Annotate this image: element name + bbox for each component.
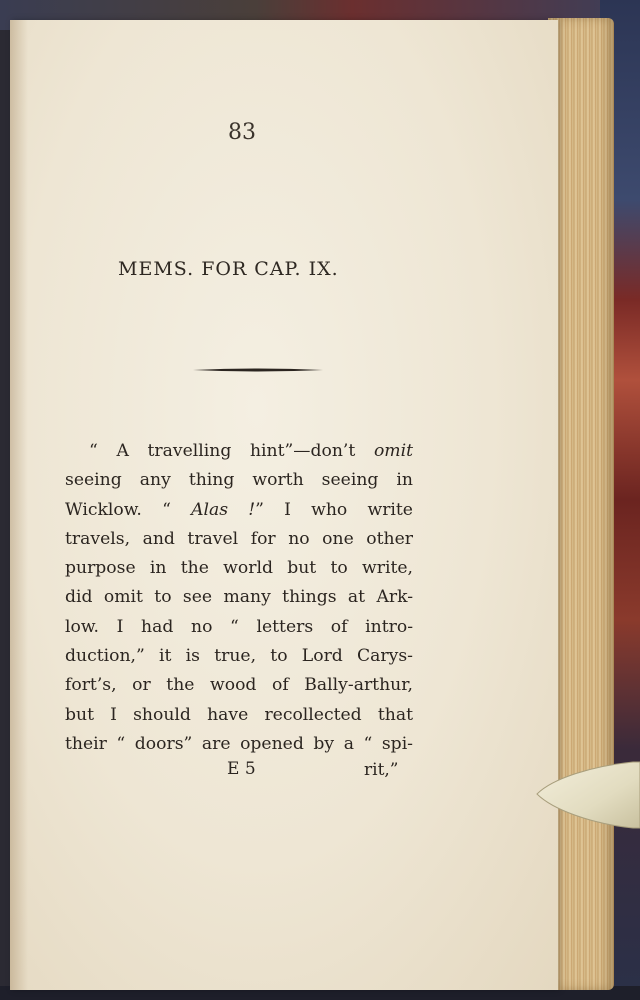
page-number: 83 <box>228 120 256 145</box>
text-run: “ A travelling hint”—don’t <box>89 441 374 461</box>
gutter-shadow <box>10 20 28 990</box>
italic-text: Alas ! <box>191 499 256 520</box>
text-run: but I should have recollected that <box>65 704 413 725</box>
text-line <box>65 671 413 700</box>
body-text <box>65 437 413 759</box>
text-run: low. I had no “ letters of intro- <box>65 616 413 637</box>
text-run: seeing any thing worth seeing in <box>65 470 413 491</box>
text-line <box>65 496 413 525</box>
text-line <box>65 554 413 583</box>
text-run: ” I who write <box>255 499 413 520</box>
text-line <box>65 730 413 759</box>
chapter-heading: MEMS. FOR CAP. IX. <box>118 258 339 280</box>
text-run: purpose in the world but to write, <box>65 558 413 579</box>
text-run: did omit to see many things at Ark- <box>65 587 413 608</box>
text-line <box>65 437 413 466</box>
text-line <box>65 613 413 642</box>
catchword: rit,” <box>364 760 399 780</box>
text-line <box>65 466 413 495</box>
text-run: Wicklow. “ <box>65 499 192 520</box>
ivory-page-marker[interactable] <box>533 758 640 830</box>
signature-mark: E 5 <box>227 759 256 779</box>
text-line <box>65 701 413 730</box>
text-line <box>65 642 413 671</box>
text-run: their “ doors” are opened by a “ spi- <box>65 733 413 754</box>
text-run: fort’s, or the wood of Bally-arthur, <box>65 675 413 696</box>
ornament-rule <box>193 367 323 373</box>
text-line <box>65 583 413 612</box>
text-run: duction,” it is true, to Lord Carys- <box>65 646 413 667</box>
text-run: travels, and travel for no one other <box>65 528 413 549</box>
text-line <box>65 525 413 554</box>
italic-text: omit <box>373 441 413 461</box>
